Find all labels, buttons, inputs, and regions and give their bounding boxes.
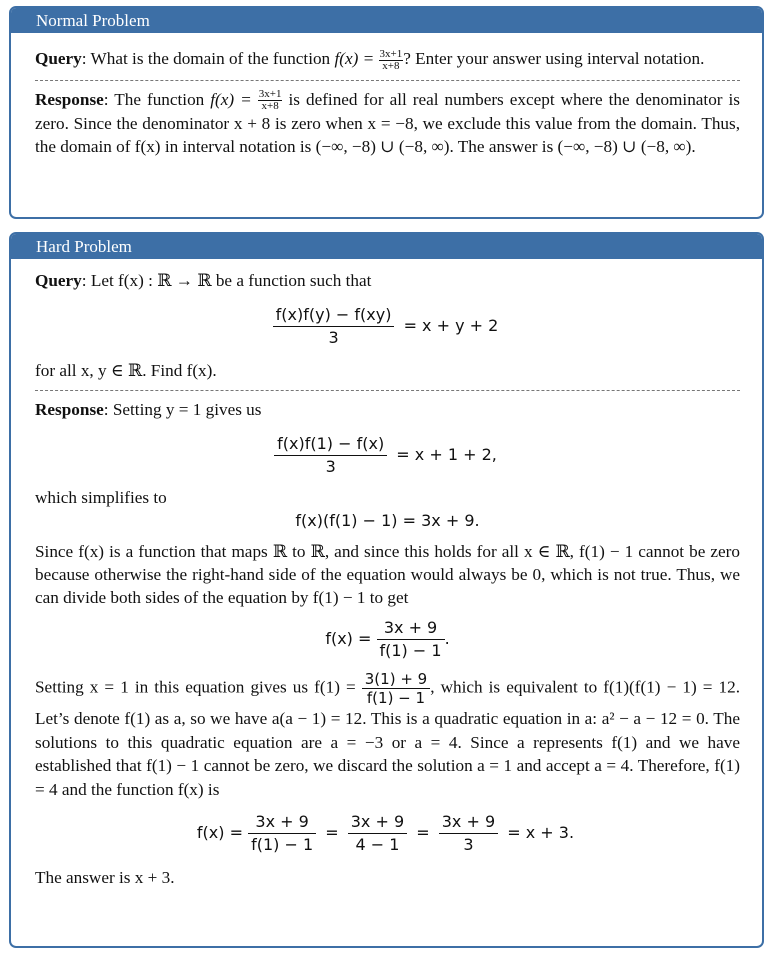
- normal-query-text-a: : What is the domain of the function: [81, 49, 335, 68]
- normal-response-label: Response: [35, 89, 104, 109]
- fraction-denominator: 3: [463, 835, 474, 854]
- hard-query-outro: for all x, y ∈ ℝ. Find f(x).: [35, 361, 217, 380]
- fraction-numerator: 3x + 9: [348, 811, 407, 834]
- fraction-denominator: f(1) − 1: [379, 641, 442, 660]
- hard-problem-body: [11, 259, 762, 889]
- fraction-numerator: 3x+1: [379, 47, 403, 60]
- normal-response-text-b: is defined for all real numbers except where the denominator is zero. Since the denominator x + 8 is zero when x = −8, we exclude this value from the domain. Thus, the domain of f(x) in interval notation is (−∞, −8) ∪ (−8, ∞). The answer is (−∞, −8) ∪ (−8, ∞).: [35, 89, 740, 157]
- fraction-denominator: x+8: [261, 100, 279, 113]
- normal-response-text-a: : The function: [103, 89, 211, 109]
- fraction-denominator: 3: [325, 457, 336, 476]
- fraction-numerator: 3(1) + 9: [362, 670, 430, 689]
- hard-query-label: Query: [35, 271, 82, 290]
- hard-paragraph-2: [35, 670, 740, 801]
- normal-query-label: Query: [35, 49, 82, 68]
- normal-query-text-b: ? Enter your answer using interval notation.: [403, 49, 705, 68]
- equation-4-lhs: f(x) =: [325, 629, 372, 648]
- equation-2-fraction: [274, 433, 387, 478]
- equation-5-fraction-1: [248, 811, 316, 856]
- equation-5-fraction-3: [439, 811, 498, 856]
- hard-query-intro-text: : Let f(x) : ℝ → ℝ be a function such that: [81, 271, 372, 290]
- equation-1-fraction: [273, 304, 395, 349]
- fraction-numerator: f(x)f(y) − f(xy): [273, 304, 395, 327]
- fraction-denominator: 3: [328, 328, 339, 347]
- hard-paragraph-1: Since f(x) is a function that maps ℝ to ℝ, and since this holds for all x ∈ ℝ, f(1) − 1 cannot be zero because otherwise the right-hand side of the equation would always be 0, which is not true. Thus, we can divide both sides of the equation by f(1) − 1 to get: [35, 542, 740, 607]
- final-answer: The answer is x + 3.: [35, 868, 175, 887]
- hard-query-intro: [35, 269, 740, 292]
- fraction-numerator: f(x)f(1) − f(x): [274, 433, 387, 456]
- equation-1-rhs: = x + y + 2: [403, 316, 499, 335]
- fraction-numerator: 3x + 9: [248, 811, 316, 834]
- fraction-denominator: f(1) − 1: [251, 835, 314, 854]
- equation-5-fraction-2: [348, 811, 407, 856]
- normal-query-fraction: [379, 49, 404, 72]
- equation-5-lhs: f(x) =: [196, 823, 243, 842]
- dashed-divider: [35, 390, 740, 391]
- equation-2: [35, 433, 740, 478]
- normal-query: [35, 47, 740, 72]
- equation-2-rhs: = x + 1 + 2,: [396, 445, 497, 464]
- equation-4-end: .: [444, 629, 450, 648]
- equation-5-rhs: = x + 3.: [507, 823, 575, 842]
- normal-problem-body: [11, 33, 762, 158]
- equation-5: [35, 811, 740, 856]
- normal-response: [35, 88, 740, 159]
- normal-response-fx: f(x) =: [210, 89, 252, 109]
- hard-problem-title: Hard Problem: [11, 234, 762, 259]
- paragraph-2-text-a: Setting x = 1 in this equation gives us f(1) =: [35, 677, 356, 697]
- hard-response-intro: [35, 398, 740, 421]
- simplifies-text: which simplifies to: [35, 488, 167, 507]
- hard-response-intro-text: : Setting y = 1 gives us: [103, 400, 262, 419]
- normal-problem-box: [9, 6, 764, 219]
- dashed-divider: [35, 80, 740, 81]
- equals-sign: =: [416, 823, 430, 842]
- paragraph-2-fraction: [362, 670, 430, 707]
- hard-problem-box: [9, 232, 764, 948]
- fraction-numerator: 3x + 9: [377, 617, 445, 640]
- fraction-numerator: 3x + 9: [439, 811, 498, 834]
- hard-response-label: Response: [35, 400, 104, 419]
- equation-3: f(x)(f(1) − 1) = 3x + 9.: [295, 511, 480, 530]
- normal-query-fx: f(x) =: [334, 49, 375, 68]
- equation-4: [35, 617, 740, 662]
- fraction-denominator: x+8: [382, 59, 400, 72]
- fraction-denominator: f(1) − 1: [366, 689, 426, 707]
- equation-1: [35, 304, 740, 349]
- normal-problem-title: Normal Problem: [11, 8, 762, 33]
- equals-sign: =: [325, 823, 339, 842]
- fraction-numerator: 3x+1: [258, 88, 282, 101]
- fraction-denominator: 4 − 1: [355, 835, 400, 854]
- normal-response-fraction: [258, 89, 283, 112]
- equation-4-fraction: [377, 617, 445, 662]
- paragraph-2-text-b: , which is equivalent to f(1)(f(1) − 1) = 12. Let’s denote f(1) as a, so we have a(a − 1) = 12. This is a quadratic equation in a: a² − a − 12 = 0. The solutions to this quadratic equation are a = −3 or a = 4. Since a represents f(1) and we have established that f(1) − 1 cannot be zero, we discard the solution a = 1 and accept a = 4. Therefore, f(1) = 4 and the function f(x) is: [35, 677, 740, 799]
